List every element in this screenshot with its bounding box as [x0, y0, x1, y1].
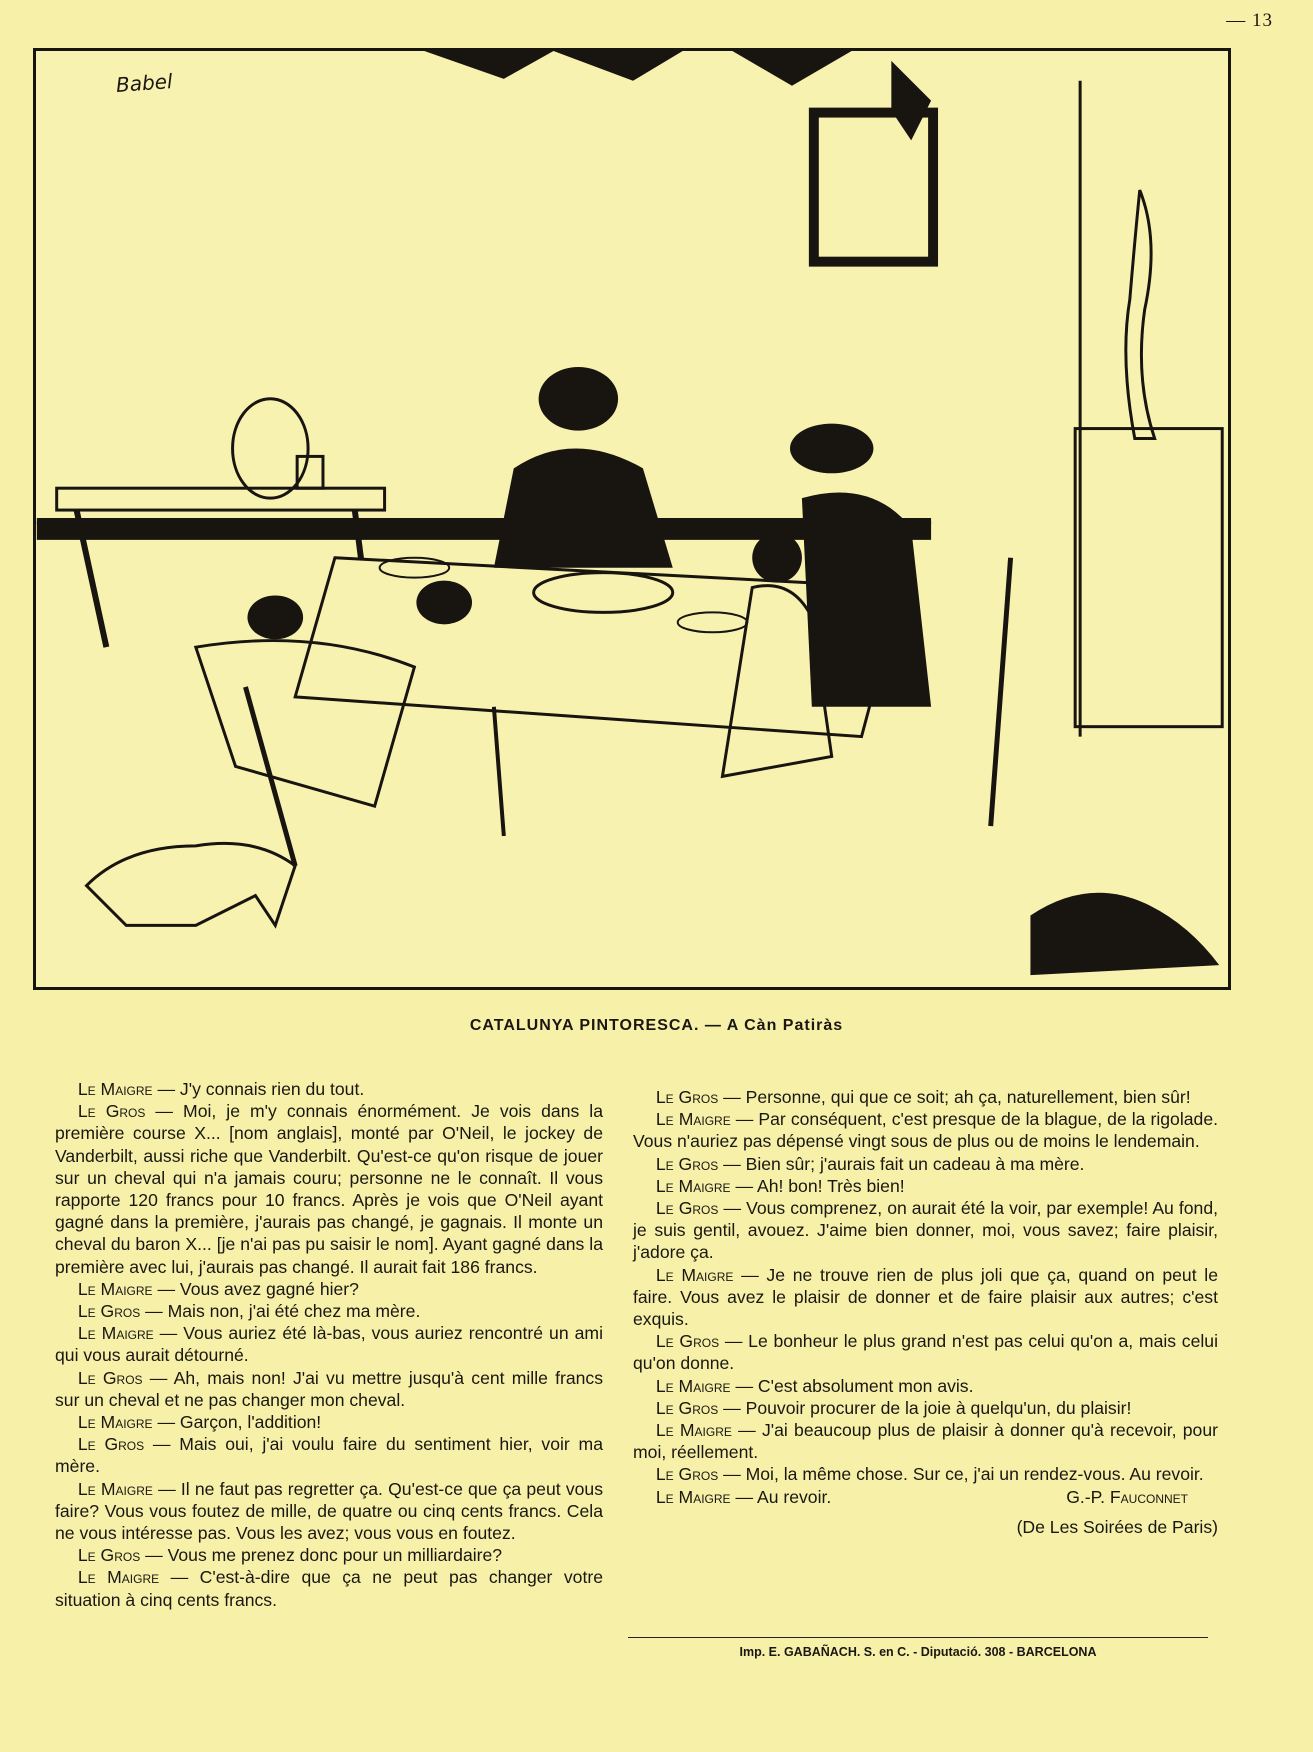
chair-leg [245, 687, 295, 866]
speaker-name: Le Maigre [655, 1264, 734, 1285]
footer-rule [628, 1637, 1208, 1638]
dialogue-text: — Personne, qui que ce soit; ah ça, naturellement, bien sûr! [718, 1087, 1191, 1107]
dialogue-line [633, 1108, 1218, 1152]
ceiling-beam [424, 51, 553, 79]
chair-back [991, 558, 1011, 826]
side-table [57, 488, 385, 510]
closing-line [633, 1486, 1218, 1508]
dialogue-line [55, 1300, 603, 1322]
hanging-cloth [1126, 190, 1155, 438]
glass [297, 456, 323, 488]
speaker-name: Le Gros [77, 1434, 145, 1455]
ceiling-beam [732, 51, 851, 86]
speaker-name: Le Maigre [655, 1486, 731, 1507]
boy-hair [416, 581, 472, 625]
dialogue-line [633, 1086, 1218, 1108]
dialogue-line [633, 1264, 1218, 1331]
source-credit: (De Les Soirées de Paris) [1016, 1516, 1218, 1537]
speaker-name: Le Gros [655, 1464, 719, 1485]
mother-body [494, 448, 673, 567]
dialogue-right-column [633, 1086, 1218, 1538]
author-name: G.-P. Fauconnet [1066, 1486, 1188, 1507]
dialogue-text: — Moi, la même chose. Sur ce, j'ai un rendez-vous. Au revoir. [718, 1464, 1204, 1485]
bird-cage [891, 61, 931, 140]
dialogue-line [633, 1397, 1218, 1419]
cabinet [1075, 429, 1222, 727]
dialogue-line [55, 1544, 603, 1566]
dialogue-text: — C'est-à-dire que ça ne peut pas changer votre situation à cinq cents francs. [55, 1567, 603, 1610]
dialogue-text: — J'y connais rien du tout. [152, 1079, 365, 1099]
speaker-name: Le Gros [655, 1087, 719, 1107]
speaker-name: Le Gros [77, 1301, 141, 1322]
dialogue-left-column [55, 1078, 603, 1611]
kitchen-scene-drawing [36, 51, 1228, 987]
dialogue-text: — Mais oui, j'ai voulu faire du sentiment hier, voir ma mère. [55, 1434, 603, 1477]
dialogue-line [55, 1566, 603, 1610]
dialogue-text: — Au revoir. [730, 1486, 832, 1507]
speaker-name: Le Maigre [655, 1109, 731, 1130]
dialogue-line [633, 1419, 1218, 1463]
dialogue-line [55, 1478, 603, 1545]
speaker-name: Le Maigre [655, 1175, 731, 1196]
speaker-name: Le Gros [77, 1101, 146, 1122]
speaker-name: Le Gros [655, 1198, 719, 1219]
baseboard [37, 518, 931, 540]
dialogue-line [55, 1433, 603, 1477]
dialogue-line [633, 1375, 1218, 1397]
speaker-name: Le Maigre [77, 1079, 153, 1099]
dialogue-text: — C'est absolument mon avis. [730, 1375, 974, 1396]
speaker-name: Le Maigre [77, 1567, 160, 1588]
speaker-name: Le Gros [655, 1397, 719, 1418]
speaker-name: Le Gros [77, 1545, 141, 1566]
speaker-name: Le Maigre [655, 1375, 731, 1396]
dialogue-text: — Ah, mais non! J'ai vu mettre jusqu'à cent mille francs sur un cheval et ne pas changer mon cheval. [55, 1367, 604, 1410]
dialogue-line [633, 1463, 1218, 1485]
dialogue-line [55, 1100, 603, 1278]
girl-hair [752, 533, 802, 583]
dialogue-text: — Vous me prenez donc pour un milliardaire? [140, 1545, 503, 1566]
speaker-name: Le Gros [655, 1331, 720, 1352]
dialogue-text: — Garçon, l'addition! [152, 1412, 322, 1433]
speaker-name: Le Maigre [655, 1420, 732, 1441]
father-hat [790, 424, 873, 474]
floor-rag [1030, 893, 1219, 975]
dialogue-text: — Le bonheur le plus grand n'est pas celui qu'on a, mais celui qu'on donne. [633, 1331, 1218, 1374]
speaker-name: Le Maigre [77, 1323, 154, 1344]
wall-frame [814, 113, 933, 262]
dialogue-line [55, 1078, 603, 1100]
dialogue-line [633, 1197, 1218, 1264]
dialogue-line [55, 1278, 603, 1300]
printer-imprint: Imp. E. GABAÑACH. S. en C. - Diputació. 308 - BARCELONA [739, 1645, 1097, 1659]
illustration [33, 48, 1231, 990]
dialogue-text: — Je ne trouve rien de plus joli que ça, quand on peut le faire. Vous avez le plaisir de donner et de faire plaisir aux autres; c'est exquis. [633, 1264, 1218, 1330]
speaker-name: Le Maigre [77, 1478, 153, 1499]
mother-hair [539, 367, 618, 431]
dialogue-text: — Mais non, j'ai été chez ma mère. [140, 1301, 421, 1322]
boy-hair [247, 596, 303, 640]
dialogue-line [55, 1322, 603, 1366]
ceiling-beam [554, 51, 683, 81]
dialogue-text: — Vous comprenez, on aurait été la voir, par exemple! Au fond, je suis gentil, avouez. J'aime bien donner, moi, vous savez; faire plaisir, j'adore ça. [633, 1198, 1219, 1263]
dog [86, 843, 295, 925]
dialogue-text: — Il ne faut pas regretter ça. Qu'est-ce que ça peut vous faire? Vous vous foutez de mille, de quatre ou cinq cents francs. Cela ne vous intéresse pas. Vous les avez; vous vous en foutez. [55, 1478, 603, 1544]
artist-signature: Babel [115, 69, 174, 97]
illustration-caption: CATALUNYA PINTORESCA. — A Càn Patiràs [469, 1017, 844, 1034]
speaker-name: Le Gros [77, 1367, 143, 1388]
dialogue-line [633, 1330, 1218, 1374]
dialogue-text: — Pouvoir procurer de la joie à quelqu'un, du plaisir! [718, 1397, 1132, 1418]
speaker-name: Le Gros [655, 1153, 719, 1174]
dialogue-line [55, 1411, 603, 1433]
dialogue-line [633, 1175, 1218, 1197]
dialogue-text: — Vous avez gagné hier? [152, 1278, 359, 1299]
table-leg [494, 707, 504, 836]
dialogue-text: — Moi, je m'y connais énormément. Je vois dans la première course X... [nom anglais], monté par O'Neil, le jockey de Vanderbilt, aussi riche que Vanderbilt. Qu'est-ce qu'on risque de jouer sur un cheval qui n'a jamais couru; personne ne le connaît. Il vous rapporte 120 francs pour 10 francs. Après je vois que O'Neil ayant gagné dans la première, j'aurais pas changé, je gagnais. Il monte un cheval du baron X... [je n'ai pas pu saisir le nom]. Ayant gagné dans la première avec lui, j'aurais pas changé. Il aurait fait 186 francs. [55, 1101, 603, 1277]
dialogue-text: — Ah! bon! Très bien! [730, 1175, 905, 1196]
speaker-name: Le Maigre [77, 1278, 153, 1299]
speaker-name: Le Maigre [77, 1412, 153, 1433]
dialogue-text: — J'ai beaucoup plus de plaisir à donner qu'à recevoir, pour moi, réellement. [633, 1420, 1218, 1463]
dialogue-text: — Bien sûr; j'aurais fait un cadeau à ma mère. [718, 1153, 1085, 1174]
page-number: — 13 [1226, 10, 1273, 31]
dialogue-text: — Par conséquent, c'est presque de la blague, de la rigolade. Vous n'auriez pas dépensé vingt sous de plus ou de moins le lendemain. [633, 1109, 1218, 1152]
dialogue-line [55, 1367, 603, 1411]
dialogue-text: — Vous auriez été là-bas, vous auriez rencontré un ami qui vous aurait détourné. [55, 1323, 603, 1366]
dialogue-line [633, 1153, 1218, 1175]
